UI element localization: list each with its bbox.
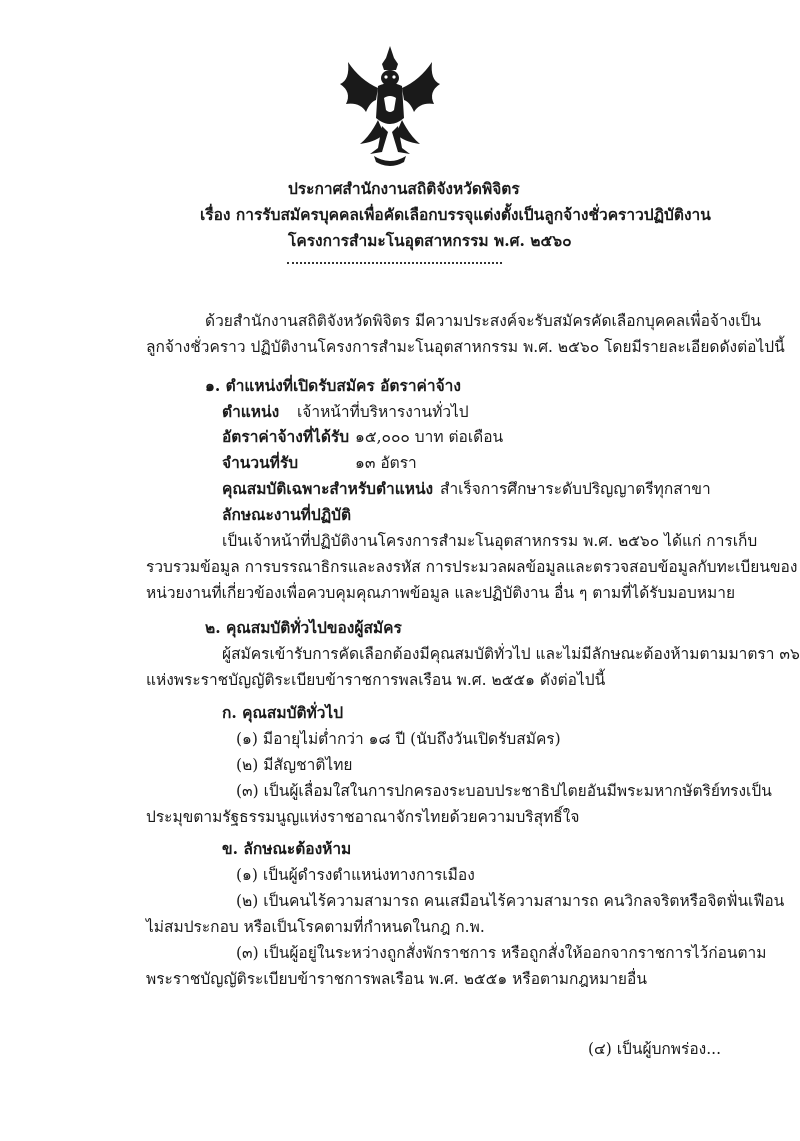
wage-label: อัตราค่าจ้างที่ได้รับ — [222, 427, 350, 446]
general-item-2: (๒) มีสัญชาติไทย — [236, 756, 353, 774]
duty-line-2: รวบรวมข้อมูล การบรรณาธิกรและลงรหัส การประมวลผลข้อมูลและตรวจสอบข้อมูลกับทะเบียนของ — [146, 558, 798, 576]
duty-line-1: เป็นเจ้าหน้าที่ปฏิบัติงานโครงการสำมะโนอุตสาหกรรม พ.ศ. ๒๕๖๐ ได้แก่ การเก็บ — [222, 532, 758, 550]
section-2-intro-2: แห่งพระราชบัญญัติระเบียบข้าราชการพลเรือน พ.ศ. ๒๕๕๑ ดังต่อไปนี้ — [146, 671, 606, 689]
qualification-label: คุณสมบัติเฉพาะสำหรับตำแหน่ง — [222, 479, 434, 498]
count-value: ๑๓ อัตรา — [355, 454, 417, 472]
prohibition-item-2-line-2: ไม่สมประกอบ หรือเป็นโรคตามที่กำหนดในกฎ ก.พ. — [146, 918, 485, 936]
general-item-1: (๑) มีอายุไม่ต่ำกว่า ๑๘ ปี (นับถึงวันเปิดรับสมัคร) — [236, 730, 561, 748]
section-2-heading: ๒. คุณสมบัติทั่วไปของผู้สมัคร — [205, 618, 402, 637]
general-item-3-line-1: (๓) เป็นผู้เลื่อมใสในการปกครองระบอบประชาธิปไตยอันมีพระมหากษัตริย์ทรงเป็น — [236, 782, 772, 800]
duty-label: ลักษณะงานที่ปฏิบัติ — [222, 505, 352, 524]
announcement-project: โครงการสำมะโนอุตสาหกรรม พ.ศ. ๒๕๖๐ — [288, 231, 572, 250]
prohibition-item-3-line-2: พระราชบัญญัติระเบียบข้าราชการพลเรือน พ.ศ. ๒๕๕๑ หรือตามกฎหมายอื่น — [146, 970, 647, 988]
duty-line-3: หน่วยงานที่เกี่ยวข้องเพื่อควบคุมคุณภาพข้อมูล และปฏิบัติงาน อื่น ๆ ตามที่ได้รับมอบหมาย — [146, 584, 736, 602]
section-2-intro-1: ผู้สมัครเข้ารับการคัดเลือกต้องมีคุณสมบัติทั่วไป และไม่มีลักษณะต้องห้ามตามมาตรา ๓๖ — [222, 645, 800, 663]
general-qualifications-heading: ก. คุณสมบัติทั่วไป — [222, 703, 344, 722]
intro-line-2: ลูกจ้างชั่วคราว ปฏิบัติงานโครงการสำมะโนอุตสาหกรรม พ.ศ. ๒๕๖๐ โดยมีรายละเอียดดังต่อไปนี้ — [146, 338, 785, 356]
prohibition-item-2-line-1: (๒) เป็นคนไร้ความสามารถ คนเสมือนไร้ความสามารถ คนวิกลจริตหรือจิตฟั่นเฟือน — [236, 892, 785, 910]
header-separator — [287, 262, 502, 264]
qualification-value: สำเร็จการศึกษาระดับปริญญาตรีทุกสาขา — [440, 480, 711, 498]
intro-line-1: ด้วยสำนักงานสถิติจังหวัดพิจิตร มีความประสงค์จะรับสมัครคัดเลือกบุคคลเพื่อจ้างเป็น — [205, 312, 761, 330]
prohibitions-heading: ข. ลักษณะต้องห้าม — [222, 839, 352, 858]
announcement-subject: เรื่อง การรับสมัครบุคคลเพื่อคัดเลือกบรรจุแต่งตั้งเป็นลูกจ้างชั่วคราวปฏิบัติงาน — [200, 205, 711, 224]
section-1-heading: ๑. ตำแหน่งที่เปิดรับสมัคร อัตราค่าจ้าง — [205, 376, 461, 395]
position-label: ตำแหน่ง — [222, 402, 280, 421]
wage-value: ๑๕,๐๐๐ บาท ต่อเดือน — [355, 428, 504, 446]
general-item-3-line-2: ประมุขตามรัฐธรรมนูญแห่งราชอาณาจักรไทยด้วยความบริสุทธิ์ใจ — [146, 808, 580, 826]
page-continuation: (๔) เป็นผู้บกพร่อง... — [588, 1040, 721, 1058]
position-value: เจ้าหน้าที่บริหารงานทั่วไป — [297, 403, 469, 421]
prohibition-item-3-line-1: (๓) เป็นผู้อยู่ในระหว่างถูกสั่งพักราชการ หรือถูกสั่งให้ออกจากราชการไว้ก่อนตาม — [236, 944, 767, 962]
prohibition-item-1: (๑) เป็นผู้ดำรงตำแหน่งทางการเมือง — [236, 866, 475, 884]
announcement-title: ประกาศสำนักงานสถิติจังหวัดพิจิตร — [288, 179, 520, 198]
garuda-emblem-icon — [330, 40, 450, 170]
count-label: จำนวนที่รับ — [222, 453, 299, 472]
